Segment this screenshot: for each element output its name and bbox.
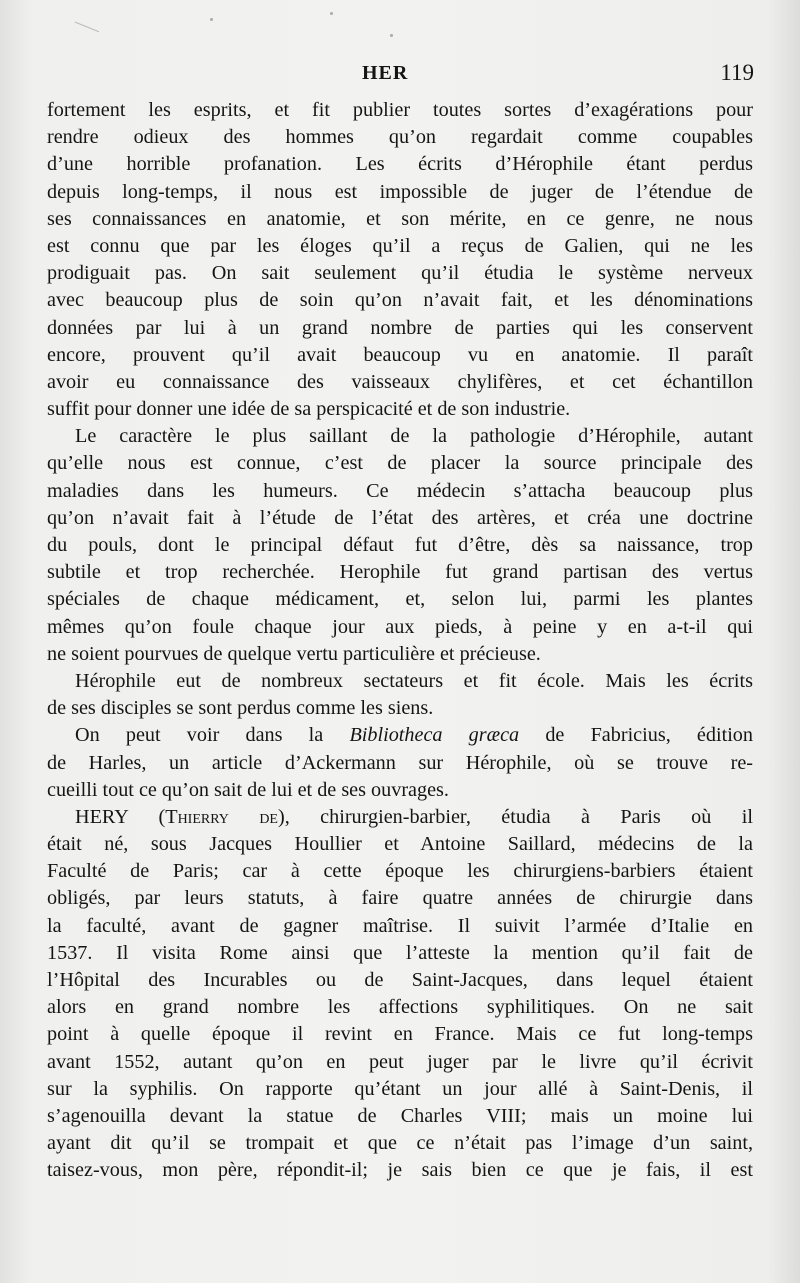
text-line [47,532,753,559]
text-line [47,994,753,1021]
text-line [47,885,753,912]
text-line-content: avec beaucoup plus de soin qu’on n’avait fait, et les dénominations [47,289,753,312]
text-line [47,668,753,695]
text-line [47,478,753,505]
text-line-content: qu’on n’avait fait à l’étude de l’état des artères, et créa une doctrine [47,506,753,529]
text-line-content: sur la syphilis. On rapporte qu’étant un jour allé à Saint-Denis, il [47,1077,753,1100]
text-line-content: ses connaissances en anatomie, et son mérite, en ce genre, ne nous [47,207,753,230]
scan-mark [71,22,99,42]
text-line-content: s’agenouilla devant la statue de Charles VIII; mais un moine lui [47,1104,753,1127]
text-line [47,260,753,287]
text-line [47,641,753,668]
text-line-content: avoir eu connaissance des vaisseaux chylifères, et cet échantillon [47,370,753,393]
text-line [47,940,753,967]
text-line-content: cueilli tout ce qu’on sait de lui et de ses ouvrages. [47,778,449,801]
text-line [47,151,753,178]
text-line-tail: de Fabricius, édition [519,724,753,747]
text-line-content: la faculté, avant de gagner maîtrise. Il suivit l’armée d’Italie en [47,914,753,937]
text-line-content: de ses disciples se sont perdus comme les siens. [47,697,434,720]
text-line [47,804,753,831]
text-line-content: mêmes qu’on foule chaque jour aux pieds, à peine y en a-t-il qui [47,615,753,638]
text-line [47,287,753,314]
text-line [47,750,753,777]
text-line [47,124,753,151]
text-line-content: prodiguait pas. On sait seulement qu’il étudia le système nerveux [47,262,753,285]
text-line-content: d’une horrible profanation. Les écrits d’Hérophile étant perdus [47,153,753,176]
text-line [47,695,753,722]
scan-speck [390,34,393,37]
text-line [47,722,753,749]
text-line-content: obligés, par leurs statuts, à faire quatre années de chirurgie dans [47,887,753,910]
text-line-content: HERY ( [75,805,166,828]
text-line [47,206,753,233]
text-line-content: suffit pour donner une idée de sa perspicacité et de son industrie. [47,398,571,421]
text-line-content: maladies dans les humeurs. Ce médecin s’attacha beaucoup plus [47,479,753,502]
text-line-content: fortement les esprits, et fit publier toutes sortes d’exagérations pour [47,99,753,121]
text-line [47,342,753,369]
text-line [47,559,753,586]
page-number: 119 [720,60,754,85]
text-line [47,179,753,206]
text-line-content: avant 1552, autant qu’on en peut juger par le livre qu’il écrivit [47,1050,753,1073]
text-line-content: l’Hôpital des Incurables ou de Saint-Jacques, dans lequel étaient [47,969,753,991]
text-line [47,586,753,613]
text-line-content: alors en grand nombre les affections syphilitiques. On ne sait [47,996,753,1019]
text-line [47,450,753,477]
text-line-content: du pouls, dont le principal défaut fut d’être, dès sa naissance, trop [47,534,753,556]
text-line-content: données par lui à un grand nombre de parties qui les conservent [47,316,753,339]
text-line [47,315,753,342]
text-line-content: de Harles, un article d’Ackermann sur Hérophile, où se trouve re- [47,751,753,774]
running-header [46,54,762,94]
text-line [47,831,753,858]
text-line-content: Faculté de Paris; car à cette époque les chirurgiens-barbiers étaient [47,860,753,883]
text-line [47,369,753,396]
text-line-content: point à quelle époque il revint en France. Mais ce fut long-temps [47,1023,753,1046]
italic-title: Bibliotheca græca [349,724,520,747]
text-line [47,614,753,641]
text-line-content: depuis long-temps, il nous est impossible de juger de l’étendue de [47,180,753,203]
text-line [47,1076,753,1103]
text-line [47,97,753,124]
text-line [47,858,753,885]
text-line [47,967,753,994]
running-head-title: HER [362,62,409,84]
text-line [47,1021,753,1048]
scan-speck [330,12,333,15]
text-line-content: est connu que par les éloges qu’il a reçus de Galien, qui ne les [47,234,753,257]
text-line-content: ne soient pourvues de quelque vertu particulière et précieuse. [47,642,541,665]
text-line [47,233,753,260]
text-line-content: taisez-vous, mon père, répondit-il; je sais bien ce que je fais, il est [47,1159,753,1182]
text-line-content: ayant dit qu’il se trompait et que ce n’était pas l’image d’un saint, [47,1132,753,1155]
text-line-content: On peut voir dans la [75,724,350,747]
body-text [47,97,753,1185]
text-line-tail: ), chirurgien-barbier, étudia à Paris où il [277,805,753,828]
text-line [47,1103,753,1130]
text-line-content: rendre odieux des hommes qu’on regardait comme coupables [47,126,753,149]
text-line [47,505,753,532]
text-line [47,913,753,940]
text-line-content: subtile et trop recherchée. Herophile fut grand partisan des vertus [47,561,753,584]
text-line-content: Hérophile eut de nombreux sectateurs et fit école. Mais les écrits [75,669,753,692]
text-line [47,1049,753,1076]
text-line-content: était né, sous Jacques Houllier et Antoine Saillard, médecins de la [47,833,753,856]
text-line-content: qu’elle nous est connue, c’est de placer la source principale des [47,452,753,475]
text-line [47,777,753,804]
text-line-content: spéciales de chaque médicament, et, selon lui, parmi les plantes [47,588,753,611]
scan-speck [210,18,213,21]
text-line [47,396,753,423]
text-line [47,423,753,450]
text-line [47,1130,753,1157]
text-line-content: 1537. Il visita Rome ainsi que l’atteste la mention qu’il fait de [47,941,753,964]
small-caps-name: Thierry de [165,805,278,828]
text-line [47,1157,753,1184]
text-line-content: Le caractère le plus saillant de la pathologie d’Hérophile, autant [75,425,753,448]
text-line-content: encore, prouvent qu’il avait beaucoup vu en anatomie. Il paraît [47,343,753,366]
